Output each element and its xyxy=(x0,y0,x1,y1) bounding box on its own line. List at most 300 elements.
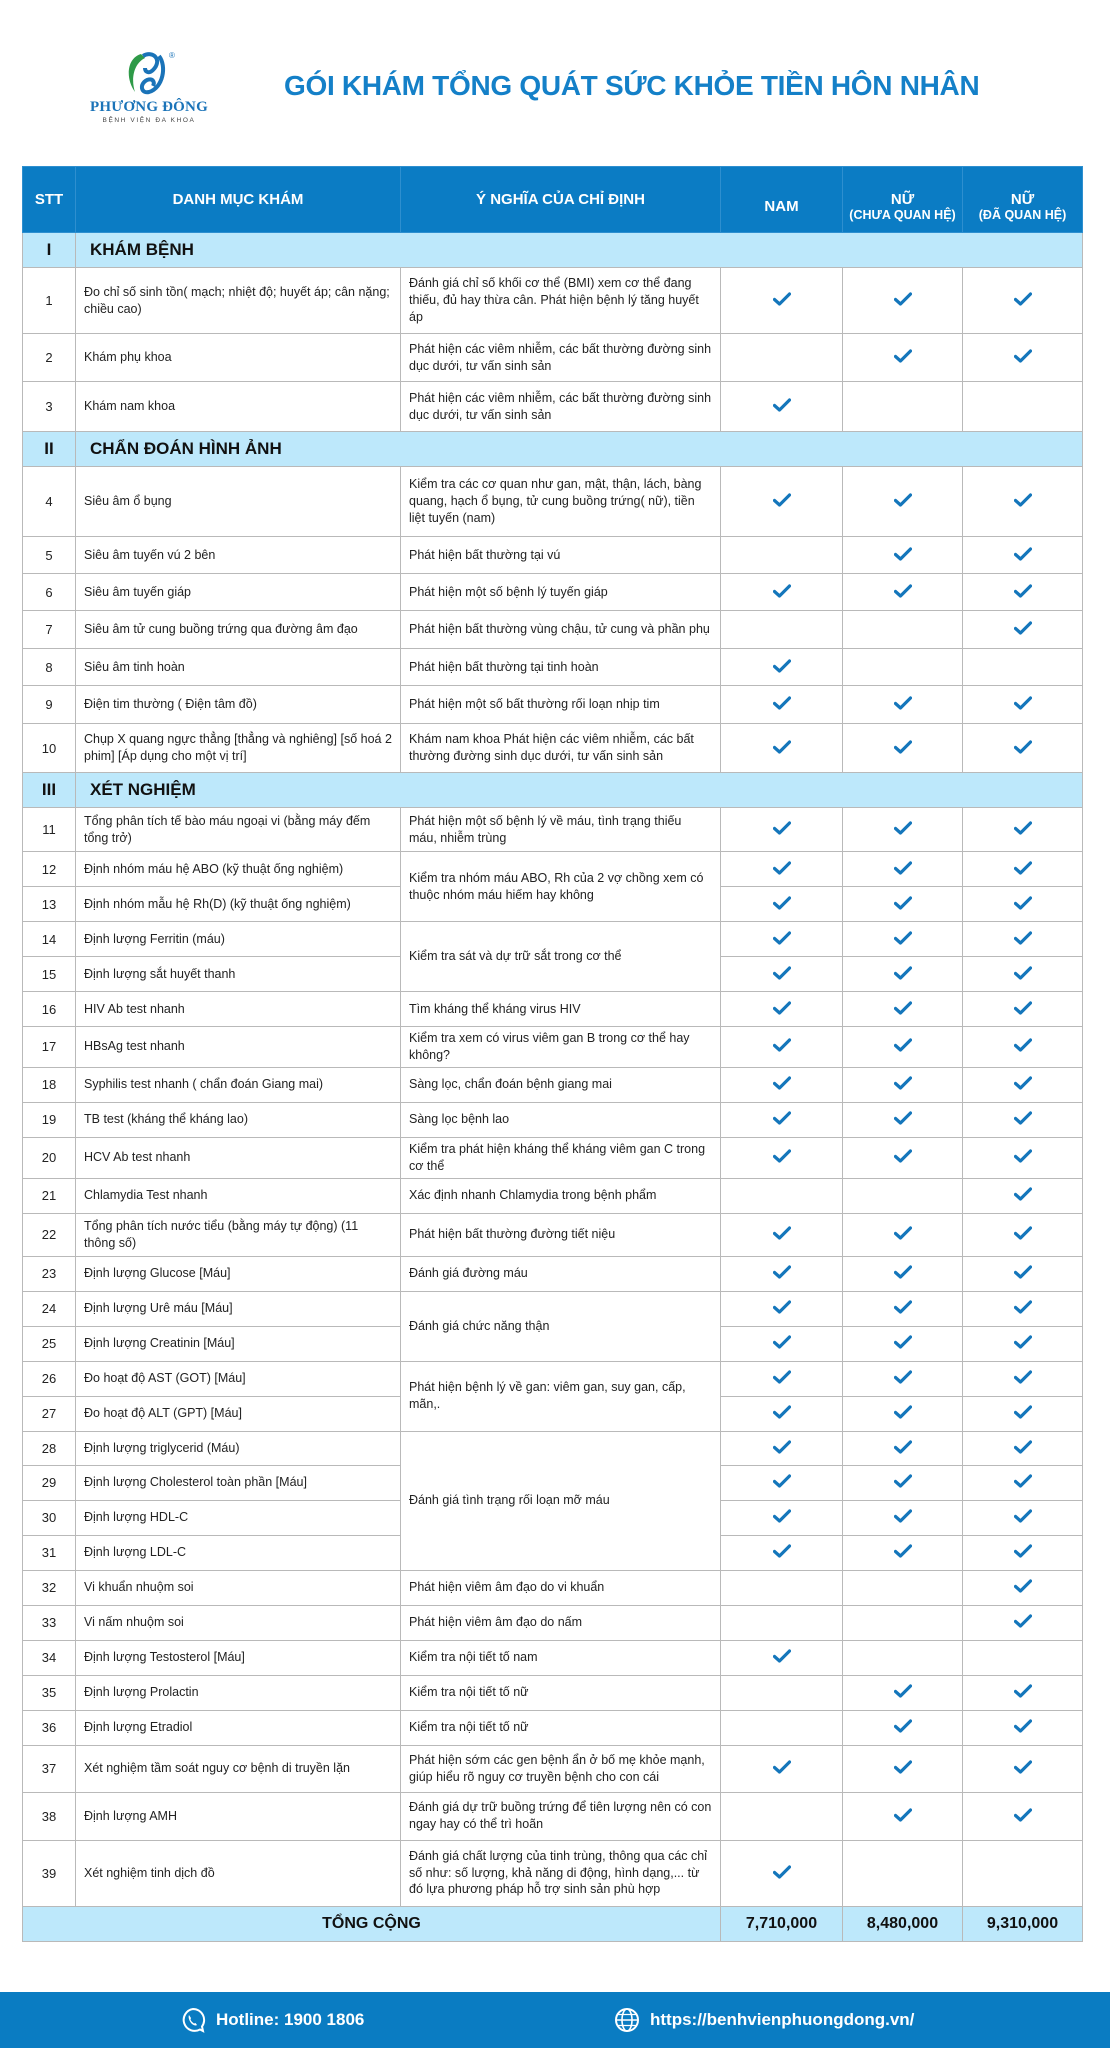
checkmark-icon xyxy=(773,1408,791,1422)
check-male-cell xyxy=(721,1745,843,1792)
row-meaning: Kiểm tra các cơ quan như gan, mật, thận, lách, bàng quang, hạch ổ bụng, tử cung buồng trứng( nữ), tiền liệt tuyến (nam) xyxy=(401,467,721,537)
row-exam-name: Xét nghiệm tầm soát nguy cơ bệnh di truyền lặn xyxy=(76,1745,401,1792)
website-link[interactable] xyxy=(614,1992,914,2048)
row-exam-name: Định lượng Glucose [Máu] xyxy=(76,1256,401,1291)
check-female-single-cell xyxy=(843,649,963,686)
table-row xyxy=(23,334,1083,382)
check-female-married-cell xyxy=(963,724,1083,773)
total-female-single: 8,480,000 xyxy=(843,1906,963,1941)
check-female-married-cell xyxy=(963,1396,1083,1431)
check-female-single-cell xyxy=(843,1256,963,1291)
checkmark-icon xyxy=(1014,934,1032,948)
checkmark-icon xyxy=(894,1408,912,1422)
row-exam-name: Định lượng AMH xyxy=(76,1792,401,1840)
checkmark-icon xyxy=(773,1114,791,1128)
table-row xyxy=(23,1675,1083,1710)
row-meaning: Kiểm tra nhóm máu ABO, Rh của 2 vợ chồng xem có thuộc nhóm máu hiếm hay không xyxy=(401,852,721,922)
check-female-single-cell xyxy=(843,1067,963,1102)
checkmark-icon xyxy=(773,969,791,983)
logo-brand-name: PHƯƠNG ĐÔNG xyxy=(90,99,208,115)
row-stt: 28 xyxy=(23,1431,76,1465)
row-stt: 30 xyxy=(23,1500,76,1535)
check-female-married-cell xyxy=(963,1675,1083,1710)
checkmark-icon xyxy=(894,1722,912,1736)
header-female-single xyxy=(843,167,963,233)
table-row xyxy=(23,467,1083,537)
registered-mark: ® xyxy=(169,51,175,60)
table-row xyxy=(23,1710,1083,1745)
row-stt: 8 xyxy=(23,649,76,686)
check-female-single-cell xyxy=(843,724,963,773)
checkmark-icon xyxy=(894,1114,912,1128)
row-exam-name: Định lượng Cholesterol toàn phần [Máu] xyxy=(76,1465,401,1500)
check-female-single-cell xyxy=(843,852,963,887)
check-male-cell xyxy=(721,1640,843,1675)
header-male: NAM xyxy=(721,167,843,233)
checkmark-icon xyxy=(894,1268,912,1282)
row-exam-name: Định lượng Testosterol [Máu] xyxy=(76,1640,401,1675)
check-female-single-cell xyxy=(843,1675,963,1710)
check-female-single-cell xyxy=(843,686,963,724)
check-female-married-cell xyxy=(963,649,1083,686)
row-stt: 12 xyxy=(23,852,76,887)
row-exam-name: Chlamydia Test nhanh xyxy=(76,1178,401,1213)
website-text: https://benhvienphuongdong.vn/ xyxy=(650,2010,915,2029)
row-exam-name: Định lượng HDL-C xyxy=(76,1500,401,1535)
checkmark-icon xyxy=(1014,1373,1032,1387)
row-meaning: Đánh giá đường máu xyxy=(401,1256,721,1291)
checkmark-icon xyxy=(894,1547,912,1561)
check-male-cell xyxy=(721,1213,843,1256)
check-male-cell xyxy=(721,992,843,1027)
checkmark-icon xyxy=(1014,1547,1032,1561)
row-exam-name: Chụp X quang ngực thẳng [thẳng và nghiêng] [số hoá 2 phim] [Áp dụng cho một vị trí] xyxy=(76,724,401,773)
row-exam-name: HBsAg test nhanh xyxy=(76,1027,401,1068)
row-meaning: Kiểm tra xem có virus viêm gan B trong cơ thể hay không? xyxy=(401,1027,721,1068)
row-meaning: Tìm kháng thể kháng virus HIV xyxy=(401,992,721,1027)
check-male-cell xyxy=(721,1792,843,1840)
row-exam-name: Xét nghiệm tinh dịch đồ xyxy=(76,1840,401,1906)
table-row xyxy=(23,649,1083,686)
check-female-single-cell xyxy=(843,808,963,852)
check-female-married-cell xyxy=(963,852,1083,887)
row-meaning: Phát hiện viêm âm đạo do nấm xyxy=(401,1605,721,1640)
check-female-married-cell xyxy=(963,1792,1083,1840)
check-female-married-cell xyxy=(963,1570,1083,1605)
row-meaning: Kiểm tra sát và dự trữ sắt trong cơ thể xyxy=(401,922,721,992)
check-male-cell xyxy=(721,1605,843,1640)
table-row xyxy=(23,1745,1083,1792)
checkmark-icon xyxy=(773,1004,791,1018)
checkmark-icon xyxy=(1014,1722,1032,1736)
checkmark-icon xyxy=(773,1868,791,1882)
check-male-cell xyxy=(721,1465,843,1500)
row-exam-name: Định lượng LDL-C xyxy=(76,1535,401,1570)
check-male-cell xyxy=(721,957,843,992)
section-header-row xyxy=(23,773,1083,808)
check-female-married-cell xyxy=(963,382,1083,432)
check-female-single-cell xyxy=(843,1213,963,1256)
checkmark-icon xyxy=(894,1763,912,1777)
checkmark-icon xyxy=(1014,1303,1032,1317)
section-number: II xyxy=(23,432,76,467)
checkmark-icon xyxy=(1014,1443,1032,1457)
logo-mark-icon xyxy=(119,48,179,98)
row-meaning: Phát hiện bất thường tại tinh hoàn xyxy=(401,649,721,686)
check-female-single-cell xyxy=(843,1326,963,1361)
row-stt: 15 xyxy=(23,957,76,992)
row-stt: 26 xyxy=(23,1361,76,1396)
row-exam-name: Vi nấm nhuộm soi xyxy=(76,1605,401,1640)
section-header-row xyxy=(23,432,1083,467)
row-stt: 29 xyxy=(23,1465,76,1500)
checkmark-icon xyxy=(773,1652,791,1666)
check-female-single-cell xyxy=(843,992,963,1027)
checkmark-icon xyxy=(1014,496,1032,510)
row-stt: 21 xyxy=(23,1178,76,1213)
row-meaning: Phát hiện bất thường tại vú xyxy=(401,537,721,574)
row-meaning: Phát hiện sớm các gen bệnh ẩn ở bố mẹ khỏe mạnh, giúp hiểu rõ nguy cơ truyền bệnh cho con cái xyxy=(401,1745,721,1792)
row-exam-name: Khám phụ khoa xyxy=(76,334,401,382)
row-stt: 27 xyxy=(23,1396,76,1431)
row-meaning: Khám nam khoa Phát hiện các viêm nhiễm, các bất thường đường sinh dục dưới, tư vấn sinh sản xyxy=(401,724,721,773)
section-label: KHÁM BỆNH xyxy=(76,233,1083,268)
check-female-married-cell xyxy=(963,1500,1083,1535)
checkmark-icon xyxy=(894,1303,912,1317)
table-row xyxy=(23,1840,1083,1906)
row-stt: 33 xyxy=(23,1605,76,1640)
row-exam-name: TB test (kháng thể kháng lao) xyxy=(76,1102,401,1137)
checkmark-icon xyxy=(1014,824,1032,838)
checkmark-icon xyxy=(1014,295,1032,309)
table-row xyxy=(23,1178,1083,1213)
table-row xyxy=(23,992,1083,1027)
checkmark-icon xyxy=(773,496,791,510)
check-female-single-cell xyxy=(843,1745,963,1792)
checkmark-icon xyxy=(1014,1763,1032,1777)
header-female-married-label: NỮ xyxy=(1010,190,1035,208)
checkmark-icon xyxy=(773,401,791,415)
row-stt: 6 xyxy=(23,574,76,611)
check-female-single-cell xyxy=(843,1535,963,1570)
row-exam-name: Siêu âm tinh hoàn xyxy=(76,649,401,686)
exam-package-table xyxy=(22,166,1083,1942)
checkmark-icon xyxy=(894,587,912,601)
check-female-married-cell xyxy=(963,1178,1083,1213)
check-female-single-cell xyxy=(843,887,963,922)
row-stt: 10 xyxy=(23,724,76,773)
row-meaning: Đánh giá tình trạng rối loạn mỡ máu xyxy=(401,1431,721,1570)
row-exam-name: Siêu âm tử cung buồng trứng qua đường âm đạo xyxy=(76,611,401,649)
table-row xyxy=(23,808,1083,852)
row-meaning: Sàng lọc, chẩn đoán bệnh giang mai xyxy=(401,1067,721,1102)
checkmark-icon xyxy=(773,1477,791,1491)
row-stt: 25 xyxy=(23,1326,76,1361)
checkmark-icon xyxy=(1014,864,1032,878)
table-row xyxy=(23,1256,1083,1291)
check-male-cell xyxy=(721,808,843,852)
row-exam-name: Định nhóm máu hệ ABO (kỹ thuật ống nghiệm) xyxy=(76,852,401,887)
checkmark-icon xyxy=(894,1004,912,1018)
row-exam-name: Đo chỉ số sinh tồn( mạch; nhiệt độ; huyết áp; cân nặng; chiều cao) xyxy=(76,268,401,334)
check-female-married-cell xyxy=(963,1102,1083,1137)
row-exam-name: Khám nam khoa xyxy=(76,382,401,432)
row-stt: 4 xyxy=(23,467,76,537)
header-female-single-sub: (CHƯA QUAN HỆ) xyxy=(849,207,956,222)
checkmark-icon xyxy=(1014,1229,1032,1243)
checkmark-icon xyxy=(1014,1041,1032,1055)
check-female-single-cell xyxy=(843,1137,963,1178)
checkmark-icon xyxy=(773,295,791,309)
checkmark-icon xyxy=(894,934,912,948)
checkmark-icon xyxy=(894,969,912,983)
row-stt: 2 xyxy=(23,334,76,382)
checkmark-icon xyxy=(1014,1338,1032,1352)
row-meaning: Kiểm tra nội tiết tố nữ xyxy=(401,1675,721,1710)
checkmark-icon xyxy=(1014,1004,1032,1018)
checkmark-icon xyxy=(1014,550,1032,564)
check-female-married-cell xyxy=(963,537,1083,574)
check-female-single-cell xyxy=(843,957,963,992)
check-female-single-cell xyxy=(843,1178,963,1213)
check-male-cell xyxy=(721,467,843,537)
checkmark-icon xyxy=(894,550,912,564)
check-female-single-cell xyxy=(843,1710,963,1745)
checkmark-icon xyxy=(894,1152,912,1166)
checkmark-icon xyxy=(1014,587,1032,601)
check-male-cell xyxy=(721,268,843,334)
checkmark-icon xyxy=(894,1338,912,1352)
row-stt: 16 xyxy=(23,992,76,1027)
table-row xyxy=(23,922,1083,957)
section-label: XÉT NGHIỆM xyxy=(76,773,1083,808)
row-stt: 38 xyxy=(23,1792,76,1840)
table-row xyxy=(23,1137,1083,1178)
check-female-single-cell xyxy=(843,1605,963,1640)
check-male-cell xyxy=(721,1840,843,1906)
checkmark-icon xyxy=(894,743,912,757)
row-stt: 22 xyxy=(23,1213,76,1256)
row-stt: 35 xyxy=(23,1675,76,1710)
row-meaning: Sàng lọc bệnh lao xyxy=(401,1102,721,1137)
row-stt: 39 xyxy=(23,1840,76,1906)
row-exam-name: Định lượng Etradiol xyxy=(76,1710,401,1745)
row-stt: 3 xyxy=(23,382,76,432)
check-male-cell xyxy=(721,1535,843,1570)
check-female-married-cell xyxy=(963,1640,1083,1675)
check-male-cell xyxy=(721,1500,843,1535)
checkmark-icon xyxy=(773,1152,791,1166)
check-female-married-cell xyxy=(963,1256,1083,1291)
row-exam-name: Định lượng Creatinin [Máu] xyxy=(76,1326,401,1361)
check-female-single-cell xyxy=(843,382,963,432)
row-exam-name: Định lượng sắt huyết thanh xyxy=(76,957,401,992)
checkmark-icon xyxy=(1014,1582,1032,1596)
checkmark-icon xyxy=(773,1512,791,1526)
total-row xyxy=(23,1906,1083,1941)
check-male-cell xyxy=(721,611,843,649)
row-stt: 32 xyxy=(23,1570,76,1605)
checkmark-icon xyxy=(1014,624,1032,638)
table-row xyxy=(23,686,1083,724)
check-female-married-cell xyxy=(963,574,1083,611)
check-male-cell xyxy=(721,1178,843,1213)
row-stt: 36 xyxy=(23,1710,76,1745)
row-meaning: Đánh giá chất lượng của tinh trùng, thông qua các chỉ số như: số lượng, khả năng di động, hình dạng,... từ đó lựa phương pháp hỗ trợ sinh sản phù hợp xyxy=(401,1840,721,1906)
table-row xyxy=(23,611,1083,649)
check-male-cell xyxy=(721,686,843,724)
check-female-married-cell xyxy=(963,611,1083,649)
check-male-cell xyxy=(721,1027,843,1068)
check-female-married-cell xyxy=(963,1361,1083,1396)
header-female-married-sub: (ĐÃ QUAN HỆ) xyxy=(978,207,1067,222)
table-body xyxy=(23,233,1083,1907)
row-meaning: Kiểm tra nội tiết tố nam xyxy=(401,1640,721,1675)
check-female-married-cell xyxy=(963,1710,1083,1745)
table-row xyxy=(23,1640,1083,1675)
check-male-cell xyxy=(721,724,843,773)
row-exam-name: Tổng phân tích nước tiểu (bằng máy tự động) (11 thông số) xyxy=(76,1213,401,1256)
row-meaning: Phát hiện bất thường đường tiết niệu xyxy=(401,1213,721,1256)
table-row xyxy=(23,537,1083,574)
row-exam-name: Định lượng Ferritin (máu) xyxy=(76,922,401,957)
check-female-married-cell xyxy=(963,1213,1083,1256)
check-female-single-cell xyxy=(843,1291,963,1326)
checkmark-icon xyxy=(773,899,791,913)
row-stt: 34 xyxy=(23,1640,76,1675)
check-male-cell xyxy=(721,334,843,382)
row-exam-name: Điện tim thường ( Điện tâm đồ) xyxy=(76,686,401,724)
row-exam-name: Đo hoạt độ AST (GOT) [Máu] xyxy=(76,1361,401,1396)
check-male-cell xyxy=(721,1710,843,1745)
check-male-cell xyxy=(721,887,843,922)
check-female-single-cell xyxy=(843,1027,963,1068)
checkmark-icon xyxy=(894,899,912,913)
hospital-logo xyxy=(80,48,218,134)
row-exam-name: Vi khuẩn nhuộm soi xyxy=(76,1570,401,1605)
checkmark-icon xyxy=(894,1512,912,1526)
row-exam-name: Định lượng triglycerid (Máu) xyxy=(76,1431,401,1465)
table-row xyxy=(23,1067,1083,1102)
checkmark-icon xyxy=(894,699,912,713)
table-row xyxy=(23,268,1083,334)
table-row xyxy=(23,1570,1083,1605)
row-meaning: Phát hiện một số bệnh lý về máu, tình trạng thiếu máu, nhiễm trùng xyxy=(401,808,721,852)
check-male-cell xyxy=(721,1256,843,1291)
check-male-cell xyxy=(721,1102,843,1137)
check-male-cell xyxy=(721,649,843,686)
check-male-cell xyxy=(721,1396,843,1431)
checkmark-icon xyxy=(773,1443,791,1457)
check-female-single-cell xyxy=(843,611,963,649)
checkmark-icon xyxy=(1014,1512,1032,1526)
checkmark-icon xyxy=(773,662,791,676)
table-row xyxy=(23,382,1083,432)
checkmark-icon xyxy=(894,824,912,838)
checkmark-icon xyxy=(1014,1268,1032,1282)
checkmark-icon xyxy=(773,1268,791,1282)
row-stt: 11 xyxy=(23,808,76,852)
row-meaning: Đánh giá dự trữ buồng trứng để tiên lượng nên có con ngay hay có thể trì hoãn xyxy=(401,1792,721,1840)
table-row xyxy=(23,1431,1083,1465)
checkmark-icon xyxy=(773,1338,791,1352)
checkmark-icon xyxy=(773,1229,791,1243)
section-number: I xyxy=(23,233,76,268)
checkmark-icon xyxy=(1014,1477,1032,1491)
row-meaning: Phát hiện các viêm nhiễm, các bất thường đường sinh dục dưới, tư vấn sinh sản xyxy=(401,334,721,382)
checkmark-icon xyxy=(773,864,791,878)
check-female-married-cell xyxy=(963,957,1083,992)
check-female-single-cell xyxy=(843,574,963,611)
row-meaning: Đánh giá chức năng thận xyxy=(401,1291,721,1361)
table-row xyxy=(23,1027,1083,1068)
table-row xyxy=(23,1361,1083,1396)
checkmark-icon xyxy=(1014,1617,1032,1631)
row-stt: 31 xyxy=(23,1535,76,1570)
checkmark-icon xyxy=(773,1079,791,1093)
table-row xyxy=(23,852,1083,887)
row-exam-name: Định nhóm mẫu hệ Rh(D) (kỹ thuật ống nghiệm) xyxy=(76,887,401,922)
check-male-cell xyxy=(721,852,843,887)
check-male-cell xyxy=(721,574,843,611)
header-meaning: Ý NGHĨA CỦA CHỈ ĐỊNH xyxy=(401,167,721,233)
row-exam-name: Định lượng Urê máu [Máu] xyxy=(76,1291,401,1326)
row-exam-name: Siêu âm tuyến vú 2 bên xyxy=(76,537,401,574)
section-header-row xyxy=(23,233,1083,268)
check-female-married-cell xyxy=(963,467,1083,537)
checkmark-icon xyxy=(894,1079,912,1093)
globe-icon xyxy=(614,2007,640,2033)
check-male-cell xyxy=(721,382,843,432)
checkmark-icon xyxy=(1014,1079,1032,1093)
row-meaning: Phát hiện bất thường vùng chậu, tử cung và phần phụ xyxy=(401,611,721,649)
check-male-cell xyxy=(721,1067,843,1102)
check-female-married-cell xyxy=(963,1535,1083,1570)
checkmark-icon xyxy=(1014,1114,1032,1128)
check-female-single-cell xyxy=(843,1570,963,1605)
checkmark-icon xyxy=(894,1443,912,1457)
check-female-married-cell xyxy=(963,686,1083,724)
check-female-married-cell xyxy=(963,1326,1083,1361)
header-stt: STT xyxy=(23,167,76,233)
check-female-married-cell xyxy=(963,808,1083,852)
check-female-married-cell xyxy=(963,268,1083,334)
check-female-married-cell xyxy=(963,334,1083,382)
checkmark-icon xyxy=(773,699,791,713)
row-stt: 1 xyxy=(23,268,76,334)
row-stt: 19 xyxy=(23,1102,76,1137)
checkmark-icon xyxy=(1014,899,1032,913)
row-meaning: Đánh giá chỉ số khối cơ thể (BMI) xem cơ thể đang thiếu, đủ hay thừa cân. Phát hiện bệnh lý tăng huyết áp xyxy=(401,268,721,334)
check-female-single-cell xyxy=(843,1640,963,1675)
table-header-row xyxy=(23,167,1083,233)
row-meaning: Kiểm tra phát hiện kháng thể kháng viêm gan C trong cơ thể xyxy=(401,1137,721,1178)
checkmark-icon xyxy=(773,743,791,757)
check-female-single-cell xyxy=(843,1792,963,1840)
row-exam-name: Syphilis test nhanh ( chẩn đoán Giang mai) xyxy=(76,1067,401,1102)
row-stt: 37 xyxy=(23,1745,76,1792)
check-female-single-cell xyxy=(843,1396,963,1431)
check-male-cell xyxy=(721,1361,843,1396)
logo-brand-subtitle: BỆNH VIỆN ĐA KHOA xyxy=(102,117,196,124)
checkmark-icon xyxy=(1014,969,1032,983)
checkmark-icon xyxy=(773,1547,791,1561)
checkmark-icon xyxy=(1014,1190,1032,1204)
checkmark-icon xyxy=(773,1041,791,1055)
phone-chat-icon xyxy=(180,2007,206,2033)
hotline-link[interactable] xyxy=(180,1992,364,2048)
row-stt: 7 xyxy=(23,611,76,649)
